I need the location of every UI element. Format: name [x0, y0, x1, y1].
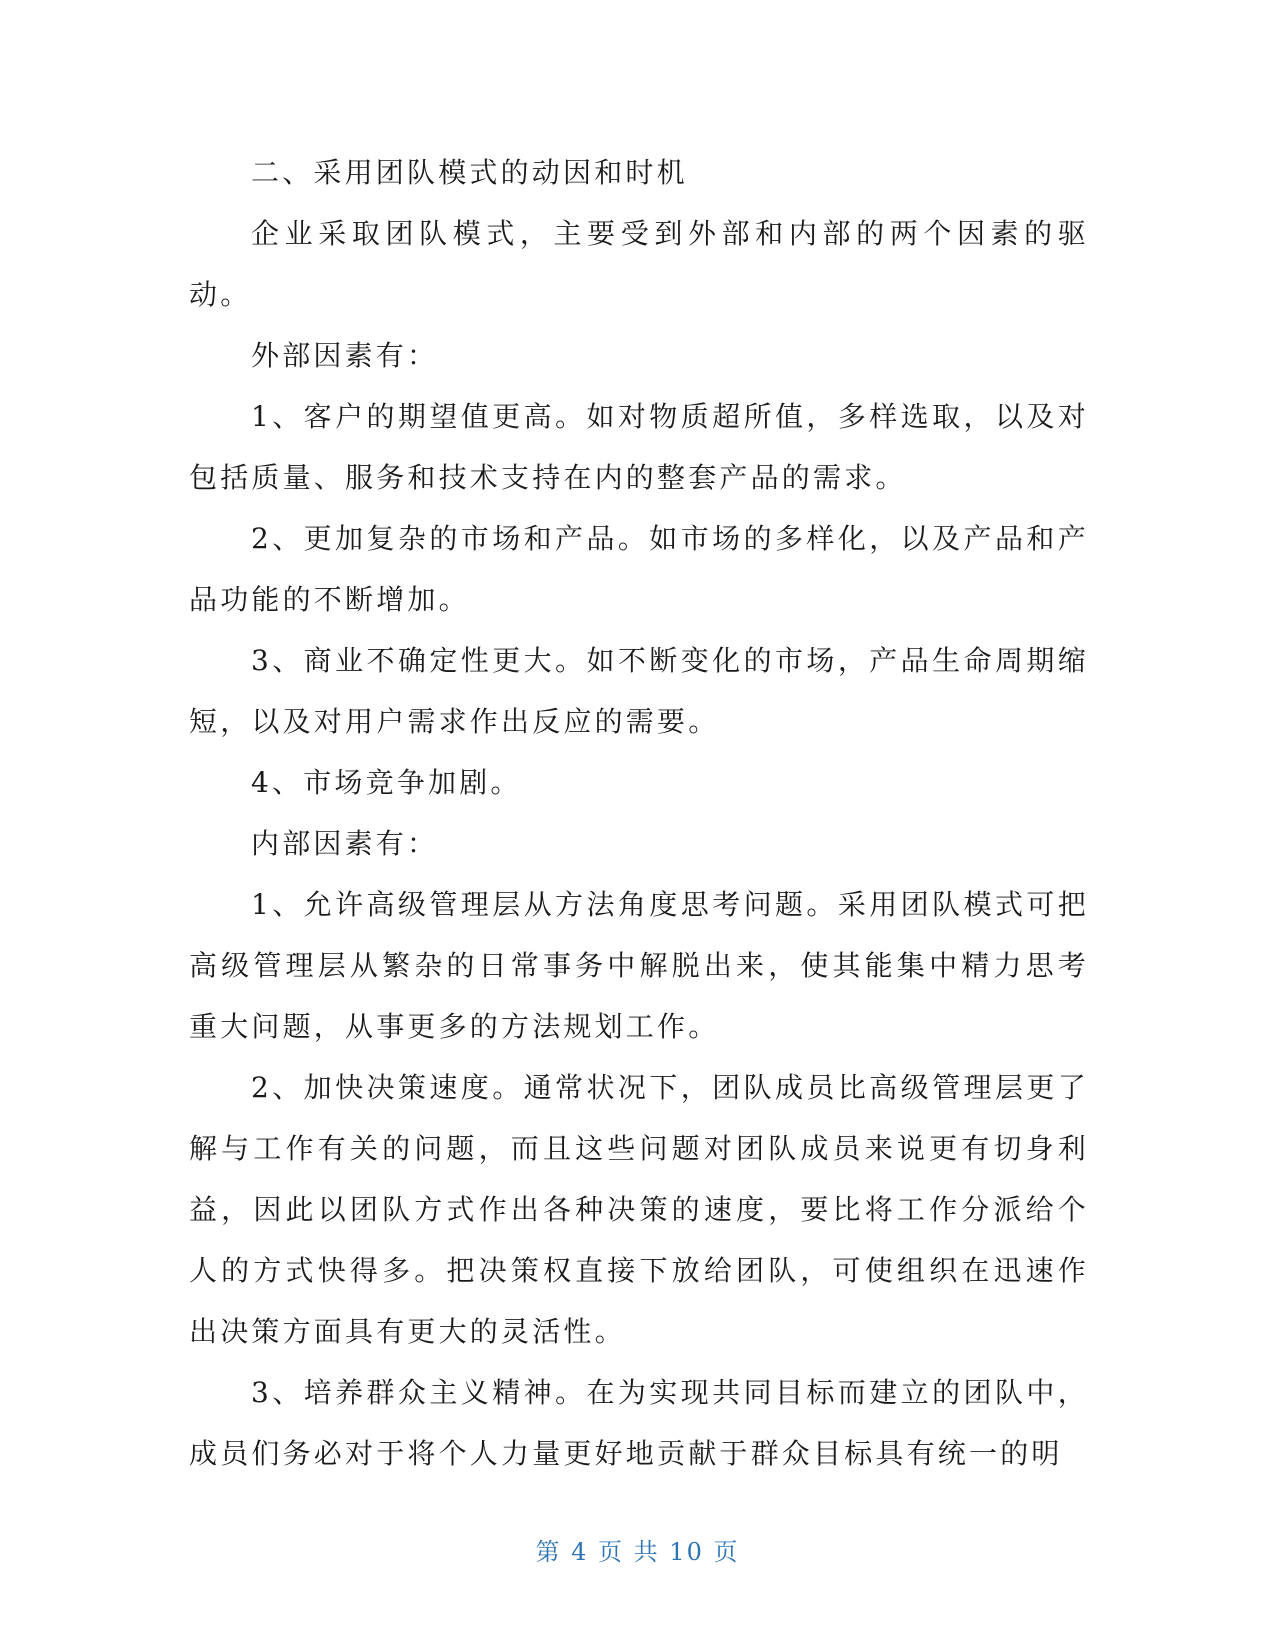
- section-heading: 二、采用团队模式的动因和时机: [251, 156, 688, 189]
- paragraph: 3、商业不确定性更大。如不断变化的市场，产品生命周期缩短，以及对用户需求作出反应的需要。: [189, 644, 1089, 738]
- paragraph: 2、更加复杂的市场和产品。如市场的多样化，以及产品和产品功能的不断增加。: [189, 522, 1089, 616]
- paragraph: 3、培养群众主义精神。在为实现共同目标而建立的团队中，成员们务必对于将个人力量更好地贡献于群众目标具有统一的明: [189, 1376, 1089, 1470]
- paragraph: 4、市场竞争加剧。: [251, 766, 522, 799]
- page-footer: [0, 1532, 1275, 1567]
- paragraph: 企业采取团队模式，主要受到外部和内部的两个因素的驱动。: [189, 217, 1089, 311]
- page-number: 第 4 页 共 10 页: [535, 1538, 740, 1566]
- paragraph: 1、允许高级管理层从方法角度思考问题。采用团队模式可把高级管理层从繁杂的日常事务中解脱出来，使其能集中精力思考重大问题，从事更多的方法规划工作。: [189, 888, 1089, 1043]
- paragraph: 2、加快决策速度。通常状况下，团队成员比高级管理层更了解与工作有关的问题，而且这些问题对团队成员来说更有切身利益，因此以团队方式作出各种决策的速度，要比将工作分派给个人的方式快得多。把决策权直接下放给团队，可使组织在迅速作出决策方面具有更大的灵活性。: [189, 1071, 1089, 1348]
- paragraph: 内部因素有：: [251, 827, 439, 860]
- document-body: [189, 142, 1089, 1484]
- paragraph: 外部因素有：: [251, 339, 439, 372]
- paragraph: 1、客户的期望值更高。如对物质超所值，多样选取，以及对包括质量、服务和技术支持在内的整套产品的需求。: [189, 400, 1089, 494]
